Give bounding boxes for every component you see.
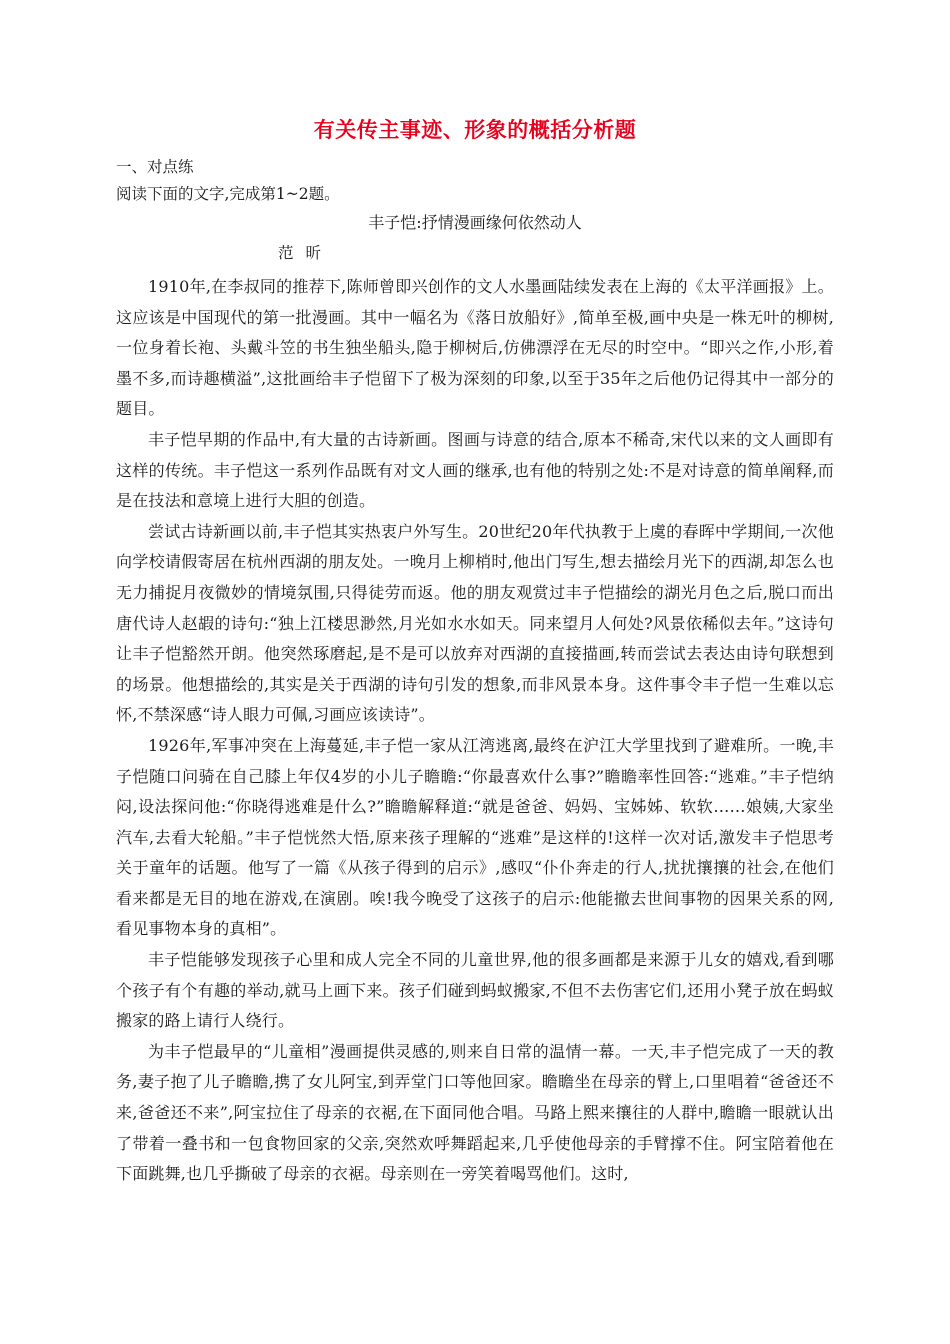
article-title: 丰子恺:抒情漫画缘何依然动人 <box>368 213 582 232</box>
paragraph-4: 1926年,军事冲突在上海蔓延,丰子恺一家从江湾逃离,最终在沪江大学里找到了避难所。一晚,丰子恺随口问骑在自己膝上年仅4岁的小儿子瞻瞻:“你最喜欢什么事?”瞻瞻率性回答:“逃难。”丰子恺纳闷,设法探问他:“你晓得逃难是什么?”瞻瞻解释道:“就是爸爸、妈妈、宝姊姊、软软……娘姨,大家坐汽车,去看大轮船。”丰子恺恍然大悟,原来孩子理解的“逃难”是这样的!这样一次对话,激发丰子恺思考关于童年的话题。他写了一篇《从孩子得到的启示》,感叹“仆仆奔走的行人,扰扰攘攘的社会,在他们看来都是无目的地在游戏,在演剧。唉!我今晚受了这孩子的启示:他能撤去世间事物的因果关系的网,看见事物本身的真相”。 <box>116 735 834 939</box>
paragraph-1: 1910年,在李叔同的推荐下,陈师曾即兴创作的文人水墨画陆续发表在上海的《太平洋画报》上。这应该是中国现代的第一批漫画。其中一幅名为《落日放船好》,简单至极,画中央是一株无叶的柳树,一位身着长袍、头戴斗笠的书生独坐船头,隐于柳树后,仿佛漂浮在无尽的时空中。“即兴之作,小形,着墨不多,而诗趣横溢”,这批画给丰子恺留下了极为深刻的印象,以至于35年之后他仍记得其中一部分的题目。 <box>116 277 834 419</box>
paragraph-3: 尝试古诗新画以前,丰子恺其实热衷户外写生。20世纪20年代执教于上虞的春晖中学期间,一次他向学校请假寄居在杭州西湖的朋友处。一晚月上柳梢时,他出门写生,想去描绘月光下的西湖,却怎么也无力捕捉月夜微妙的情境氛围,只得徒劳而返。他的朋友观赏过丰子恺描绘的湖光月色之后,脱口而出唐代诗人赵嘏的诗句:“独上江楼思渺然,月光如水水如天。同来望月人何处?风景依稀似去年。”这诗句让丰子恺豁然开朗。他突然琢磨起,是不是可以放弃对西湖的直接描画,转而尝试去表达由诗句联想到的场景。他想描绘的,其实是关于西湖的诗句引发的想象,而非风景本身。这件事令丰子恺一生难以忘怀,不禁深感“诗人眼力可佩,习画应该读诗”。 <box>116 521 834 725</box>
document-title: 有关传主事迹、形象的概括分析题 <box>313 118 637 142</box>
section-heading: 一、对点练 <box>116 158 194 176</box>
paragraph-2: 丰子恺早期的作品中,有大量的古诗新画。图画与诗意的结合,原本不稀奇,宋代以来的文人画即有这样的传统。丰子恺这一系列作品既有对文人画的继承,也有他的特别之处:不是对诗意的简单阐释,而是在技法和意境上进行大胆的创造。 <box>116 429 834 511</box>
document-page <box>116 112 834 1190</box>
instruction-text: 阅读下面的文字,完成第1~2题。 <box>116 185 340 203</box>
paragraph-6: 为丰子恺最早的“儿童相”漫画提供灵感的,则来自日常的温情一幕。一天,丰子恺完成了一天的教务,妻子抱了儿子瞻瞻,携了女儿阿宝,到弄堂门口等他回家。瞻瞻坐在母亲的臂上,口里唱着“爸爸还不来,爸爸还不来”,阿宝拉住了母亲的衣裾,在下面同他合唱。马路上熙来攘往的人群中,瞻瞻一眼就认出了带着一叠书和一包食物回家的父亲,突然欢呼舞蹈起来,几乎使他母亲的手臂撑不住。阿宝陪着他在下面跳舞,也几乎撕破了母亲的衣裾。母亲则在一旁笑着喝骂他们。这时, <box>116 1041 834 1184</box>
paragraph-5: 丰子恺能够发现孩子心里和成人完全不同的儿童世界,他的很多画都是来源于儿女的嬉戏,看到哪个孩子有个有趣的举动,就马上画下来。孩子们碰到蚂蚁搬家,不但不去伤害它们,还用小凳子放在蚂蚁搬家的路上请行人绕行。 <box>116 950 834 1031</box>
article-author: 范昕 <box>278 244 334 262</box>
